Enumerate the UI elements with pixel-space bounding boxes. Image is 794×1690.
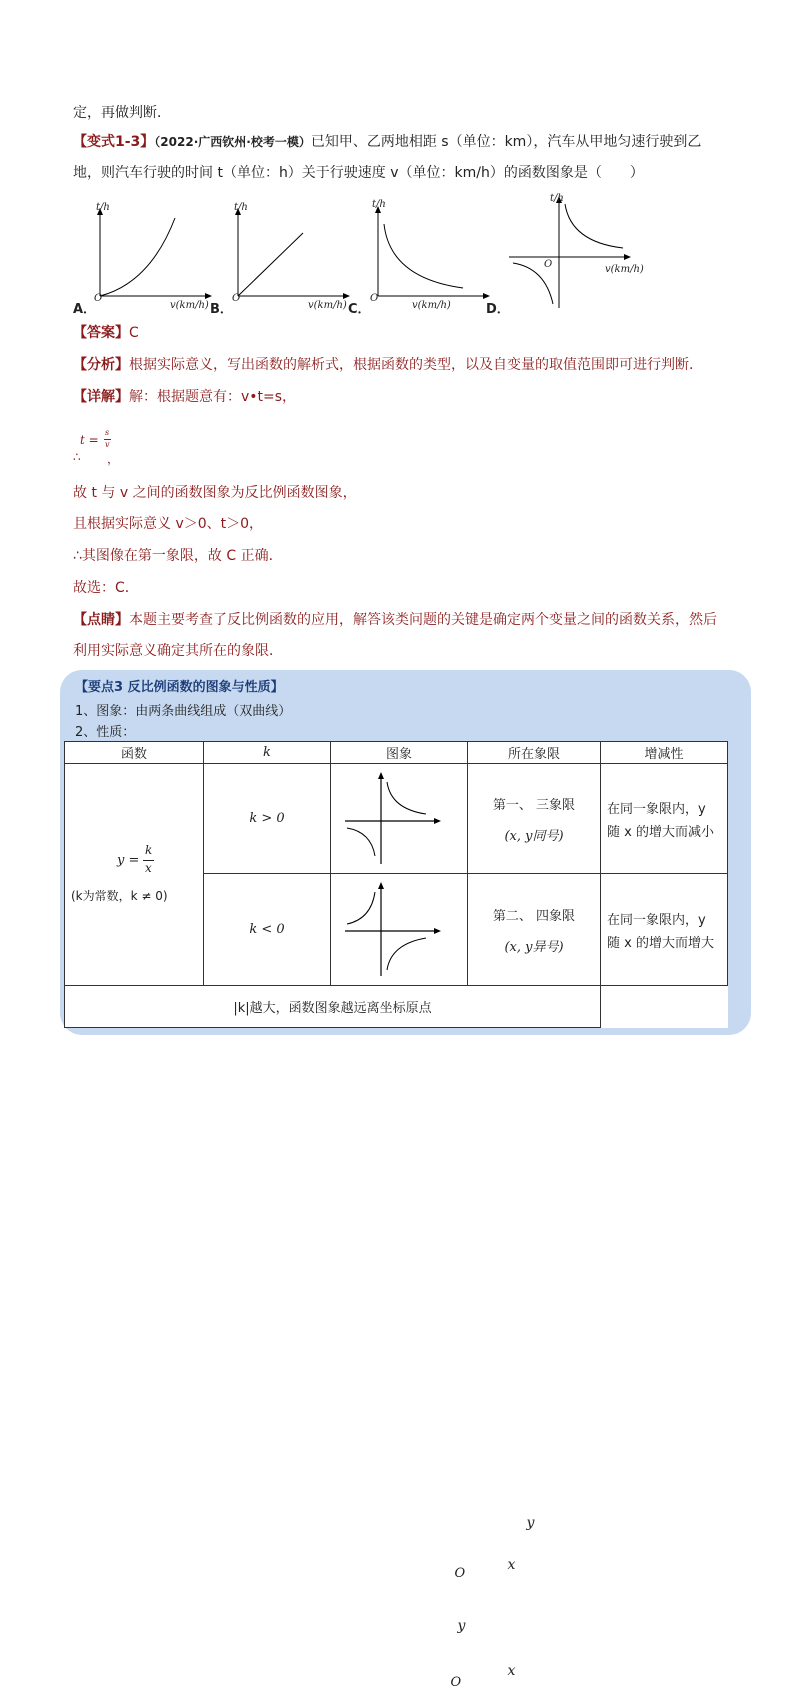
mono-negative-line-2: 随 x 的增大而增大: [607, 935, 714, 951]
mono-positive-line-1: 在同一象限内，y: [607, 801, 706, 817]
graph-d-v-label: v(km/h): [605, 264, 644, 275]
neg-axis-y: y: [457, 1617, 466, 1634]
header-monotonicity: 增减性: [601, 742, 728, 764]
option-d[interactable]: D．: [486, 302, 510, 317]
graph-d-t-label: t/h: [550, 193, 564, 204]
header-function: 函数: [65, 742, 204, 764]
neg-axis-x: x: [507, 1662, 516, 1679]
mono-positive-cell: [601, 764, 728, 874]
detail-line: [73, 387, 296, 407]
graph-a-svg: [90, 198, 215, 310]
pos-axis-x: x: [507, 1556, 516, 1573]
option-a[interactable]: A．: [73, 302, 97, 317]
graph-c-t-label: t/h: [372, 199, 386, 210]
func-y: y =: [117, 852, 140, 868]
graph-c-svg: [368, 196, 493, 308]
mono-positive-line-2: 随 x 的增大而减小: [607, 824, 714, 840]
graph-d-svg: [505, 190, 635, 310]
k-positive-cell: k > 0: [204, 764, 331, 874]
detail-line-5: ∴其图像在第一象限，故 C 正确．: [73, 548, 283, 564]
mono-negative-cell: [601, 874, 728, 986]
footer-cell: |k|越大，函数图象越远离坐标原点: [65, 986, 601, 1028]
analysis-text: 根据实际意义，写出函数的解析式，根据函数的类型，以及自变量的取值范围即可进行判断．: [129, 357, 703, 373]
quadrant-positive-cell: [468, 764, 601, 874]
keypoint-title: 【要点3 反比例函数的图象与性质】: [75, 680, 284, 695]
comment-text-1: 本题主要考查了反比例函数的应用，解答该类问题的关键是确定两个变量之间的函数关系，然后: [129, 612, 717, 628]
table-footer-row: [65, 986, 728, 1028]
intro-line: 定，再做判断．: [73, 105, 171, 121]
detail-line-3: 故 t 与 v 之间的函数图象为反比例函数图象，: [73, 485, 357, 501]
comment-label: 【点睛】: [73, 612, 129, 628]
k-negative-cell: k < 0: [204, 874, 331, 986]
neg-origin: O: [450, 1674, 462, 1690]
sign-negative-text: (x, y异号): [504, 939, 564, 955]
keypoint-line-2: 2、性质：: [75, 725, 136, 740]
comment-line-1: [73, 610, 717, 630]
keypoint-line-1: 1、图象：由两条曲线组成（双曲线）: [75, 704, 292, 719]
mono-negative-line-1: 在同一象限内，y: [607, 912, 706, 928]
formula-numerator: s: [105, 428, 110, 437]
graph-c-origin: O: [370, 293, 379, 304]
question-line-1: [73, 132, 701, 152]
graph-a-origin: O: [94, 293, 103, 304]
table-header-row: [65, 742, 728, 764]
hyperbola-negative-svg: [331, 874, 467, 981]
func-denominator: x: [145, 860, 152, 875]
hyperbola-positive-svg: [331, 764, 467, 869]
analysis-label: 【分析】: [73, 357, 129, 373]
graph-b-origin: O: [232, 293, 241, 304]
quadrant-positive-text: 第一、 三象限: [492, 797, 576, 813]
detail-line-4: 且根据实际意义 v＞0、t＞0，: [73, 516, 264, 532]
header-k: k: [204, 742, 331, 764]
question-text-1: 已知甲、乙两地相距 s（单位：km），汽车从甲地匀速行驶到乙: [310, 134, 702, 150]
question-line-2: 地，则汽车行驶的时间 t（单位：h）关于行驶速度 v（单位：km/h）的函数图象是（ ）: [73, 165, 644, 181]
formula-t: t =: [80, 433, 99, 447]
detail-label: 【详解】: [73, 389, 129, 405]
answer-line: [73, 323, 139, 343]
function-cell: [65, 764, 204, 986]
option-c[interactable]: C．: [348, 302, 371, 317]
sign-positive-text: (x, y同号): [504, 828, 564, 844]
graph-c: [368, 196, 493, 308]
pos-origin: O: [454, 1565, 466, 1581]
func-note: (k为常数，k ≠ 0): [71, 888, 168, 903]
quadrant-negative-cell: [468, 874, 601, 986]
table-row: [65, 764, 728, 874]
comment-line-2: 利用实际意义确定其所在的象限．: [73, 643, 283, 659]
detail-text: 解：根据题意有：v•t=s，: [129, 389, 297, 405]
pos-axis-y: y: [526, 1514, 535, 1531]
graph-a-v-label: v(km/h): [170, 300, 209, 311]
graph-d-origin: O: [544, 259, 553, 270]
formula-comma: ，: [107, 452, 120, 466]
graph-b: [228, 198, 353, 310]
graph-c-v-label: v(km/h): [412, 300, 451, 311]
question-tag: 【变式1-3】: [73, 134, 155, 150]
graph-a: [90, 198, 215, 310]
option-b[interactable]: B．: [210, 302, 233, 317]
therefore-symbol: ∴: [73, 450, 81, 464]
graph-d: [505, 190, 635, 310]
answer-label: 【答案】: [73, 325, 129, 341]
func-numerator: k: [145, 842, 153, 857]
graph-a-t-label: t/h: [96, 202, 110, 213]
formula-block: [73, 428, 153, 468]
header-quadrant: 所在象限: [468, 742, 601, 764]
quadrant-negative-text: 第二、 四象限: [492, 908, 576, 924]
answer-value: C: [129, 325, 139, 341]
properties-table: [64, 741, 728, 1690]
graph-b-v-label: v(km/h): [308, 300, 347, 311]
formula-denominator: v: [105, 440, 110, 449]
detail-line-6: 故选：C．: [73, 580, 139, 596]
graph-b-t-label: t/h: [234, 202, 248, 213]
graph-b-svg: [228, 198, 353, 310]
question-source: （2022·广西钦州·校考一模）: [154, 135, 311, 149]
analysis-line: [73, 355, 703, 375]
header-graph: 图象: [331, 742, 468, 764]
